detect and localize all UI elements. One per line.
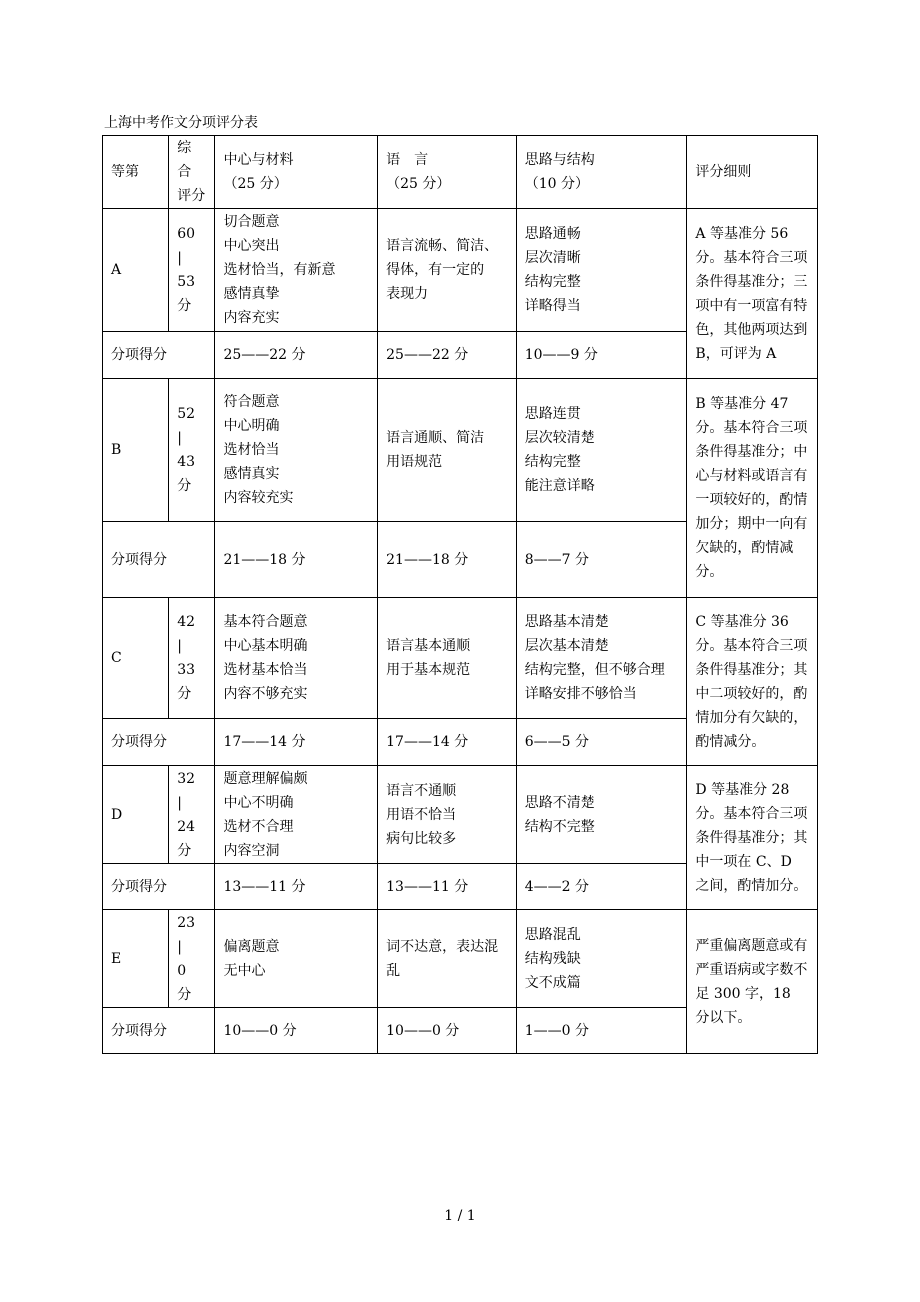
structure-criteria bbox=[516, 766, 687, 864]
subscore-structure: 6——5 分 bbox=[516, 719, 687, 766]
subscore-structure: 10——9 分 bbox=[516, 332, 687, 379]
score-line: 分 bbox=[177, 478, 192, 494]
score-line: | bbox=[177, 938, 182, 955]
header-center bbox=[215, 136, 378, 209]
criteria-line: 语言流畅、简洁、 bbox=[386, 238, 499, 254]
score-line: 52 bbox=[177, 406, 196, 422]
score-line: 分 bbox=[177, 986, 192, 1003]
header-level: 等第 bbox=[103, 136, 169, 209]
score-line: 分 bbox=[177, 842, 192, 859]
criteria-line: 中心基本明确 bbox=[223, 638, 308, 654]
criteria-line: 选材基本恰当 bbox=[223, 662, 308, 678]
criteria-line: 中心不明确 bbox=[223, 794, 294, 811]
criteria-line: 选材不合理 bbox=[223, 818, 294, 835]
score-range bbox=[169, 766, 215, 864]
criteria-line: 符合题意 bbox=[223, 394, 280, 410]
subscore-label: 分项得分 bbox=[103, 522, 215, 598]
grading-notes: C 等基准分 36 分。基本符合三项条件得基准分；其中二项较好的，酌情加分有欠缺的，酌情减分。 bbox=[687, 598, 818, 766]
language-criteria bbox=[378, 379, 517, 522]
subscore-label: 分项得分 bbox=[103, 332, 215, 379]
subscore-structure: 8——7 分 bbox=[516, 522, 687, 598]
subscore-language: 13——11 分 bbox=[378, 864, 517, 910]
score-line: | bbox=[177, 430, 182, 446]
language-criteria: 词不达意，表达混乱 bbox=[378, 910, 517, 1008]
criteria-line: 思路连贯 bbox=[524, 406, 581, 422]
center-criteria bbox=[215, 598, 378, 719]
score-line: 24 bbox=[177, 818, 196, 835]
header-language-line: 语 言 bbox=[386, 152, 429, 168]
criteria-line: 偏离题意 bbox=[223, 938, 280, 955]
score-line: 43 bbox=[177, 454, 196, 470]
criteria-line: 详略安排不够恰当 bbox=[524, 686, 637, 702]
grade-cell: C bbox=[103, 598, 169, 719]
structure-criteria bbox=[516, 910, 687, 1008]
criteria-line: 层次较清楚 bbox=[524, 430, 595, 446]
structure-criteria bbox=[516, 209, 687, 332]
criteria-line: 病句比较多 bbox=[386, 830, 457, 847]
criteria-line: 切合题意 bbox=[223, 214, 280, 230]
score-line: 33 bbox=[177, 662, 196, 678]
criteria-line: 得体，有一定的 bbox=[386, 262, 485, 278]
center-criteria bbox=[215, 766, 378, 864]
band-row-b bbox=[103, 379, 818, 522]
criteria-line: 层次基本清楚 bbox=[524, 638, 609, 654]
criteria-line: 结构不完整 bbox=[524, 818, 595, 835]
page-number: 1 / 1 bbox=[444, 1208, 476, 1224]
header-structure-line: 思路与结构 bbox=[524, 152, 595, 168]
header-language-line: （25 分） bbox=[386, 176, 451, 192]
score-range bbox=[169, 910, 215, 1008]
subscore-center: 25——22 分 bbox=[215, 332, 378, 379]
center-criteria bbox=[215, 209, 378, 332]
scoring-table bbox=[102, 135, 818, 1054]
criteria-line: 题意理解偏颇 bbox=[223, 770, 308, 787]
criteria-line: 能注意详略 bbox=[524, 478, 595, 494]
score-line: | bbox=[177, 638, 182, 654]
header-language bbox=[378, 136, 517, 209]
subscore-center: 17——14 分 bbox=[215, 719, 378, 766]
criteria-line: 思路混乱 bbox=[524, 926, 581, 943]
grading-notes: B 等基准分 47 分。基本符合三项条件得基准分；中心与材料或语言有一项较好的，酌情加分；期中一向有欠缺的，酌情减分。 bbox=[687, 379, 818, 598]
score-line: 分 bbox=[177, 298, 192, 314]
header-score bbox=[169, 136, 215, 209]
subscore-label: 分项得分 bbox=[103, 1008, 215, 1054]
criteria-line: 用于基本规范 bbox=[386, 662, 471, 678]
score-line: 0 bbox=[177, 962, 187, 979]
criteria-line: 感情真实 bbox=[223, 466, 280, 482]
score-range bbox=[169, 598, 215, 719]
header-notes: 评分细则 bbox=[687, 136, 818, 209]
score-range bbox=[169, 379, 215, 522]
subscore-label: 分项得分 bbox=[103, 719, 215, 766]
grading-notes: 严重偏离题意或有严重语病或字数不足 300 字，18 分以下。 bbox=[687, 910, 818, 1054]
header-structure bbox=[516, 136, 687, 209]
header-row bbox=[103, 136, 818, 209]
band-row-d bbox=[103, 766, 818, 864]
criteria-line: 结构完整 bbox=[524, 454, 581, 470]
subscore-language: 21——18 分 bbox=[378, 522, 517, 598]
score-line: 42 bbox=[177, 614, 196, 630]
criteria-line: 语言不通顺 bbox=[386, 782, 457, 799]
criteria-line: 表现力 bbox=[386, 286, 429, 302]
criteria-line: 基本符合题意 bbox=[223, 614, 308, 630]
criteria-line: 无中心 bbox=[223, 962, 266, 979]
criteria-line: 思路基本清楚 bbox=[524, 614, 609, 630]
grading-notes: A 等基准分 56 分。基本符合三项条件得基准分；三项中有一项富有特色，其他两项达到 B，可评为 A bbox=[687, 209, 818, 379]
score-line: 60 bbox=[177, 226, 196, 242]
band-row-c bbox=[103, 598, 818, 719]
grade-cell: D bbox=[103, 766, 169, 864]
page-title: 上海中考作文分项评分表 bbox=[104, 115, 258, 131]
subscore-language: 25——22 分 bbox=[378, 332, 517, 379]
center-criteria bbox=[215, 379, 378, 522]
score-line: 23 bbox=[177, 914, 196, 931]
score-line: | bbox=[177, 250, 182, 266]
score-line: 53 bbox=[177, 274, 196, 290]
criteria-line: 思路通畅 bbox=[524, 226, 581, 242]
structure-criteria bbox=[516, 379, 687, 522]
header-score-line: 评分 bbox=[177, 188, 206, 204]
grade-cell: E bbox=[103, 910, 169, 1008]
criteria-line: 内容空洞 bbox=[223, 842, 280, 859]
criteria-line: 选材恰当，有新意 bbox=[223, 262, 336, 278]
criteria-line: 语言基本通顺 bbox=[386, 638, 471, 654]
score-line: 32 bbox=[177, 770, 196, 787]
header-center-line: （25 分） bbox=[223, 176, 288, 192]
criteria-line: 内容不够充实 bbox=[223, 686, 308, 702]
score-line: 分 bbox=[177, 686, 192, 702]
subscore-center: 13——11 分 bbox=[215, 864, 378, 910]
criteria-line: 用语规范 bbox=[386, 454, 443, 470]
criteria-line: 选材恰当 bbox=[223, 442, 280, 458]
subscore-language: 10——0 分 bbox=[378, 1008, 517, 1054]
subscore-center: 10——0 分 bbox=[215, 1008, 378, 1054]
language-criteria bbox=[378, 766, 517, 864]
subscore-center: 21——18 分 bbox=[215, 522, 378, 598]
criteria-line: 内容较充实 bbox=[223, 490, 294, 506]
header-structure-line: （10 分） bbox=[524, 176, 589, 192]
band-row-a bbox=[103, 209, 818, 332]
criteria-line: 中心突出 bbox=[223, 238, 280, 254]
criteria-line: 结构完整 bbox=[524, 274, 581, 290]
score-line: | bbox=[177, 794, 182, 811]
language-criteria bbox=[378, 209, 517, 332]
criteria-line: 详略得当 bbox=[524, 298, 581, 314]
subscore-structure: 4——2 分 bbox=[516, 864, 687, 910]
criteria-line: 结构完整，但不够合理 bbox=[524, 662, 665, 678]
score-range bbox=[169, 209, 215, 332]
header-center-line: 中心与材料 bbox=[223, 152, 294, 168]
subscore-structure: 1——0 分 bbox=[516, 1008, 687, 1054]
subscore-label: 分项得分 bbox=[103, 864, 215, 910]
subscore-language: 17——14 分 bbox=[378, 719, 517, 766]
center-criteria bbox=[215, 910, 378, 1008]
criteria-line: 内容充实 bbox=[223, 310, 280, 326]
grading-notes: D 等基准分 28 分。基本符合三项条件得基准分；其中一项在 C、D 之间，酌情加分。 bbox=[687, 766, 818, 910]
grade-cell: B bbox=[103, 379, 169, 522]
criteria-line: 文不成篇 bbox=[524, 974, 581, 991]
criteria-line: 层次清晰 bbox=[524, 250, 581, 266]
criteria-line: 感情真挚 bbox=[223, 286, 280, 302]
structure-criteria bbox=[516, 598, 687, 719]
criteria-line: 用语不恰当 bbox=[386, 806, 457, 823]
header-score-line: 综 合 bbox=[177, 140, 192, 180]
language-criteria bbox=[378, 598, 517, 719]
band-row-e bbox=[103, 910, 818, 1008]
criteria-line: 结构残缺 bbox=[524, 950, 581, 967]
criteria-line: 语言通顺、简洁 bbox=[386, 430, 485, 446]
criteria-line: 中心明确 bbox=[223, 418, 280, 434]
criteria-line: 思路不清楚 bbox=[524, 794, 595, 811]
grade-cell: A bbox=[103, 209, 169, 332]
